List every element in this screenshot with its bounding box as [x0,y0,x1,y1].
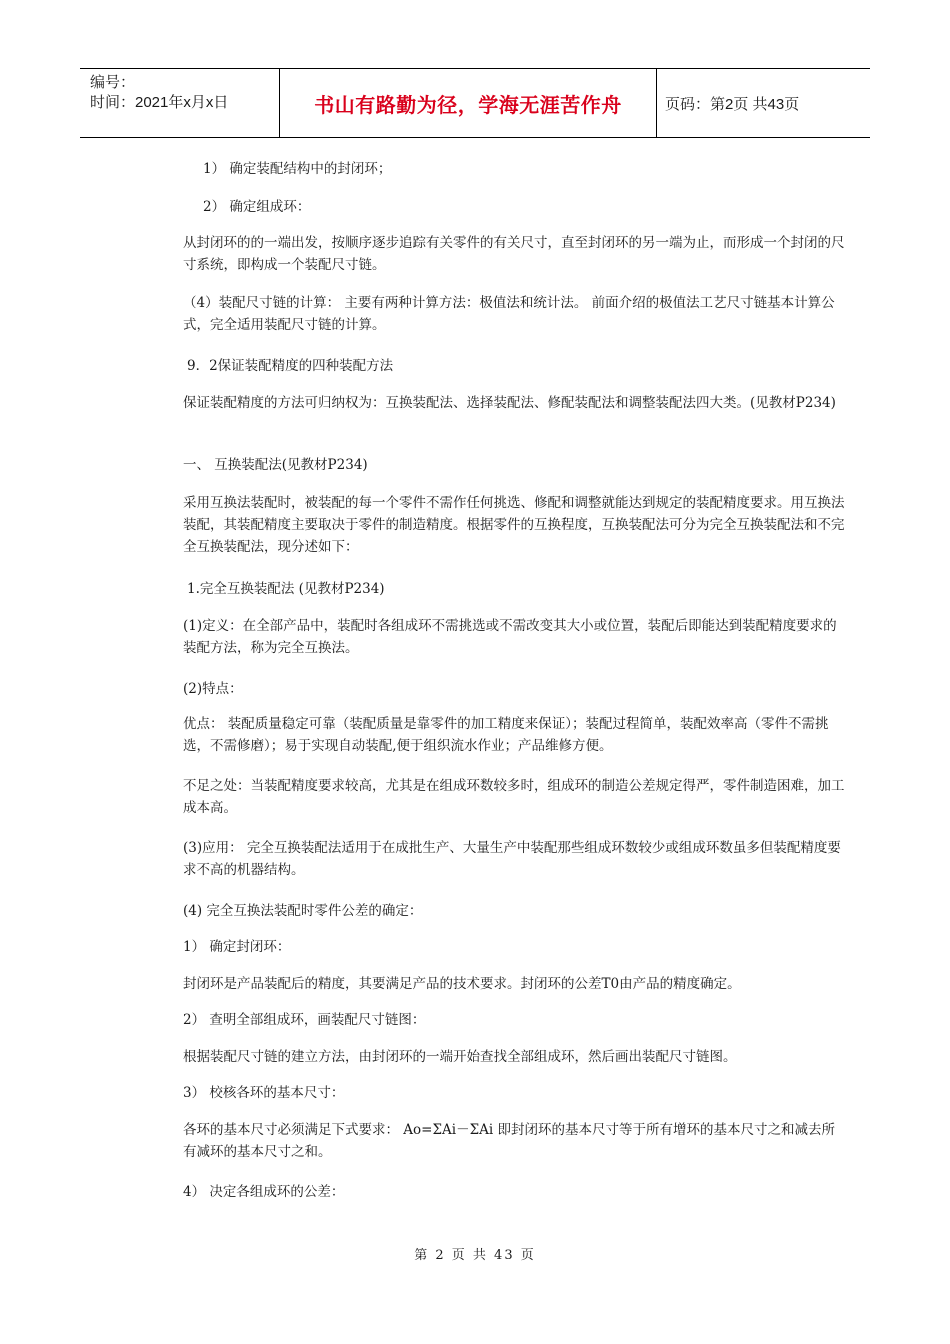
section-heading: 一、 互换装配法(见教材P234) [183,457,368,473]
section-heading: 9．2保证装配精度的四种装配方法 [187,358,394,374]
paragraph: 1） 确定装配结构中的封闭环； [203,161,392,177]
paragraph: 1） 确定封闭环： [183,939,291,955]
paragraph: 2） 查明全部组成环，画装配尺寸链图： [183,1012,426,1028]
paragraph: 封闭环是产品装配后的精度，其要满足产品的技术要求。封闭环的公差T0由产品的精度确定。 [183,976,741,992]
page-footer: 第 2 页 共 43 页 [414,1248,536,1263]
paragraph: 不足之处：当装配精度要求较高，尤其是在组成环数较多时，组成环的制造公差规定得严，零件制造困难，加工成本高。 [183,778,845,816]
paragraph: (2)特点： [183,681,243,697]
paragraph: 根据装配尺寸链的建立方法，由封闭环的一端开始查找全部组成环，然后画出装配尺寸链图。 [183,1049,737,1065]
paragraph: 保证装配精度的方法可归纳权为：互换装配法、选择装配法、修配装配法和调整装配法四大类。(见教材P234) [183,395,836,411]
subsection-heading: 1.完全互换装配法 (见教材P234) [187,581,385,597]
number-label: 编号： [90,74,136,91]
paragraph: 3） 校核各环的基本尺寸： [183,1085,345,1101]
paragraph: (4) 完全互换法装配时零件公差的确定： [183,903,423,919]
time-label: 时间：2021年x月x日 [90,94,229,111]
paragraph: 各环的基本尺寸必须满足下式要求： Ao=ΣAi－ΣAi 即封闭环的基本尺寸等于所有增环的基本尺寸之和减去所有减环的基本尺寸之和。 [183,1122,835,1160]
paragraph: (3)应用： 完全互换装配法适用于在成批生产、大量生产中装配那些组成环数较少或组成环数虽多但装配精度要求不高的机器结构。 [183,840,841,878]
header-meta [80,69,280,137]
paragraph: 优点： 装配质量稳定可靠（装配质量是靠零件的加工精度来保证）；装配过程简单，装配效率高（零件不需挑选，不需修磨）；易于实现自动装配,便于组织流水作业；产品维修方便。 [183,716,829,754]
paragraph: (1)定义：在全部产品中，装配时各组成环不需挑选或不需改变其大小或位置，装配后即能达到装配精度要求的装配方法，称为完全互换法。 [183,618,837,656]
header-motto: 书山有路勤为径，学海无涯苦作舟 [280,69,657,137]
header-page-label: 页码：第2页 共43页 [665,95,800,113]
paragraph: 2） 确定组成环： [203,199,311,215]
paragraph: 4） 决定各组成环的公差： [183,1184,345,1200]
paragraph: 采用互换法装配时，被装配的每一个零件不需作任何挑选、修配和调整就能达到规定的装配精度要求。用互换法装配，其装配精度主要取决于零件的制造精度。根据零件的互换程度，互换装配法可分为完全互换装配法和不完全互换装配法，现分述如下： [183,495,845,555]
page-header [80,68,870,138]
paragraph: 从封闭环的的一端出发，按顺序逐步追踪有关零件的有关尺寸，直至封闭环的另一端为止，而形成一个封闭的尺寸系统，即构成一个装配尺寸链。 [183,235,845,273]
paragraph: （4）装配尺寸链的计算： 主要有两种计算方法：极值法和统计法。 前面介绍的极值法工艺尺寸链基本计算公式，完全适用装配尺寸链的计算。 [183,295,835,333]
